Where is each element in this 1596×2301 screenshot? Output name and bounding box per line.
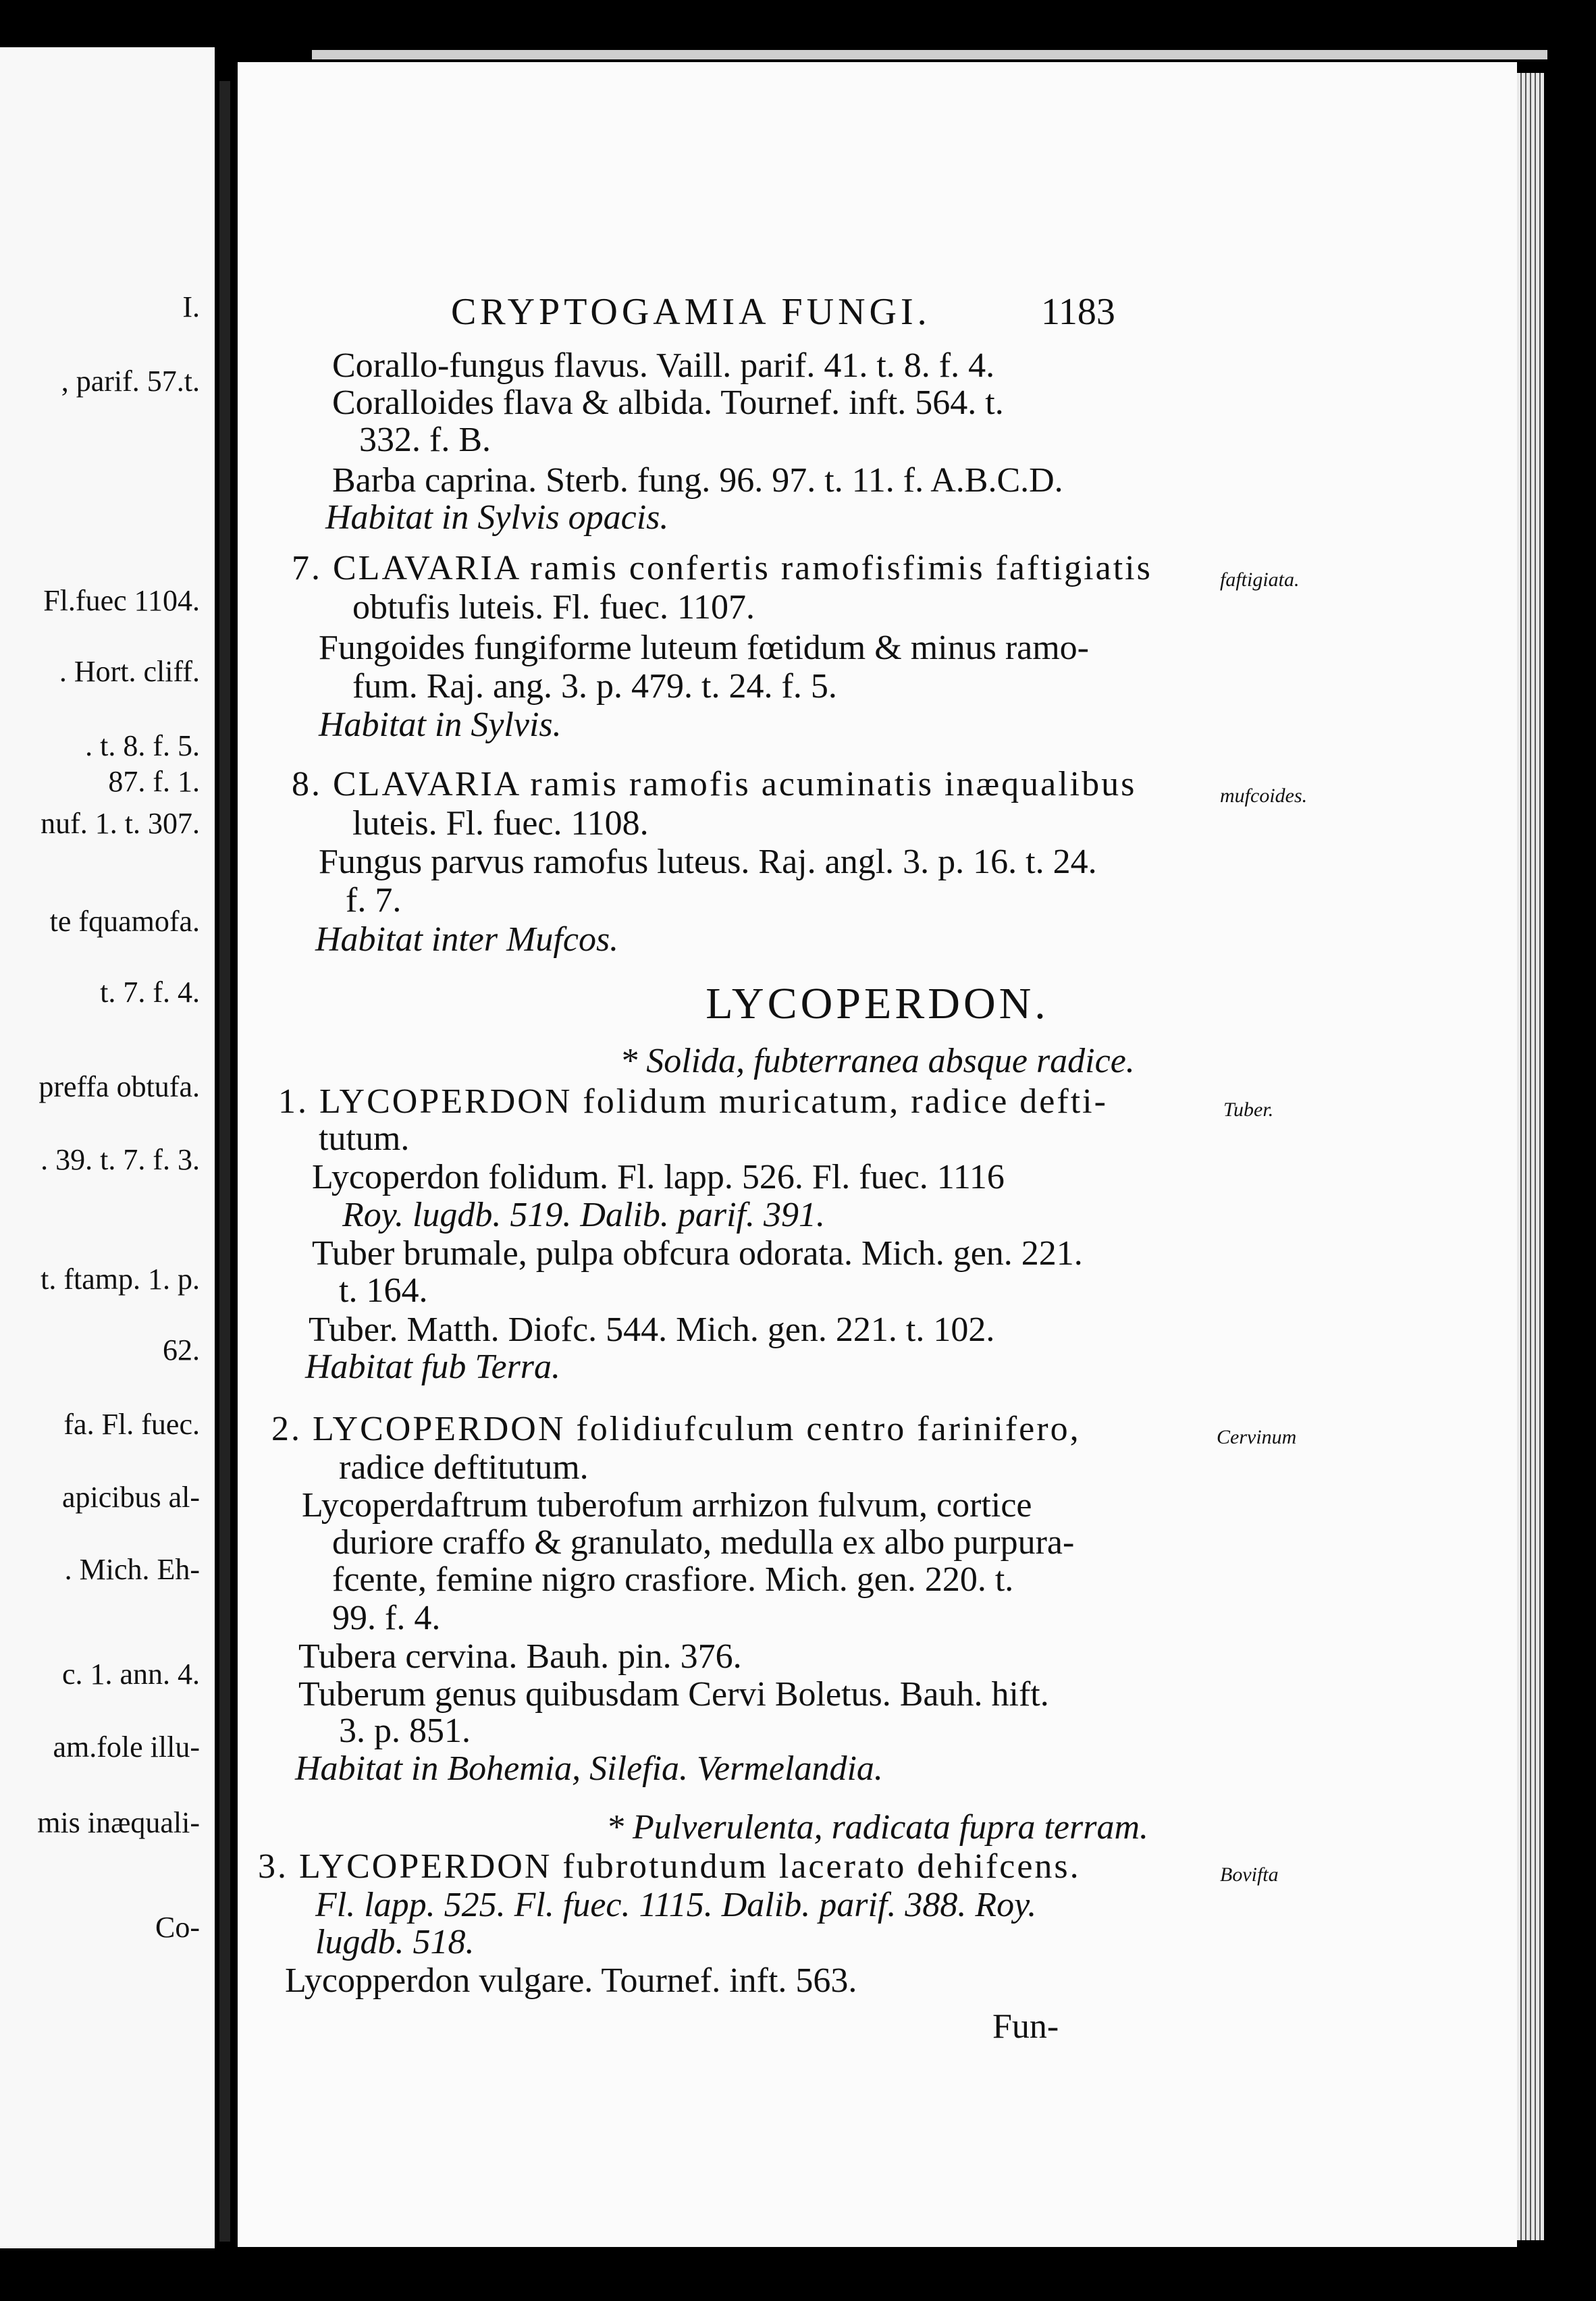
section-heading: * Solida, fubterranea absque radice. <box>620 1042 1135 1080</box>
left-page-fragment <box>0 47 215 2248</box>
trivial-name: Bovifta <box>1220 1863 1279 1886</box>
left-line: . 39. t. 7. f. 3. <box>41 1143 200 1176</box>
left-line: c. 1. ann. 4. <box>61 1658 200 1691</box>
habitat-line: Habitat inter Mufcos. <box>315 920 619 959</box>
text-line: Lycopperdon vulgare. Tournef. inft. 563. <box>285 1961 857 2000</box>
running-header <box>238 290 1517 344</box>
left-line: . Mich. Eh- <box>64 1553 200 1586</box>
text-line: Tubera cervina. Bauh. pin. 376. <box>298 1637 742 1676</box>
text-line: obtufis luteis. Fl. fuec. 1107. <box>352 588 755 627</box>
left-line: t. 7. f. 4. <box>100 976 200 1009</box>
left-line: 62. <box>163 1333 200 1367</box>
text-line: Fungoides fungiforme luteum fœtidum & minus ramo- <box>319 629 1089 667</box>
left-line: . t. 8. f. 5. <box>85 729 200 762</box>
text-line: radice deftitutum. <box>339 1448 589 1487</box>
text-line: Tuberum genus quibusdam Cervi Boletus. Bauh. hift. <box>298 1675 1049 1714</box>
species-entry: 8. CLAVARIA ramis ramofis acuminatis inæqualibus <box>292 765 1137 803</box>
text-line: tutum. <box>319 1119 410 1158</box>
left-line: apicibus al- <box>61 1481 200 1514</box>
text-line: Barba caprina. Sterb. fung. 96. 97. t. 11. f. A.B.C.D. <box>332 461 1063 500</box>
text-line: t. 164. <box>339 1271 428 1310</box>
text-line: Lycoperdaftrum tuberofum arrhizon fulvum, cortice <box>302 1486 1032 1525</box>
genus-heading: LYCOPERDON. <box>706 979 1049 1028</box>
text-line: Tuber brumale, pulpa obfcura odorata. Mich. gen. 221. <box>312 1234 1083 1273</box>
left-line: am.fole illu- <box>53 1730 200 1764</box>
text-line: duriore craffo & granulato, medulla ex albo purpura- <box>332 1523 1075 1562</box>
trivial-name: mufcoides. <box>1220 785 1308 807</box>
habitat-line: Habitat in Bohemia, Silefia. Vermelandia. <box>295 1749 883 1788</box>
text-line: lugdb. 518. <box>315 1923 475 1961</box>
text-line: Fungus parvus ramofus luteus. Raj. angl. 3. p. 16. t. 24. <box>319 843 1097 881</box>
page-stack-edge <box>1517 73 1544 2240</box>
habitat-line: Habitat in Sylvis. <box>319 706 562 744</box>
left-line: 87. f. 1. <box>108 765 200 798</box>
text-line: fum. Raj. ang. 3. p. 479. t. 24. f. 5. <box>352 667 837 706</box>
right-page <box>238 62 1517 2247</box>
species-entry: 3. LYCOPERDON fubrotundum lacerato dehifcens. <box>258 1847 1081 1886</box>
page-top-edge <box>312 50 1547 59</box>
left-line: Co- <box>155 1911 200 1944</box>
running-title: CRYPTOGAMIA FUNGI. <box>451 291 931 333</box>
left-line: mis inæquali- <box>37 1806 200 1839</box>
left-line: fa. Fl. fuec. <box>63 1408 200 1441</box>
text-line: luteis. Fl. fuec. 1108. <box>352 804 649 843</box>
text-line: f. 7. <box>346 881 402 920</box>
page-number: 1183 <box>1041 291 1115 333</box>
text-line: Fl. lapp. 525. Fl. fuec. 1115. Dalib. parif. 388. Roy. <box>315 1886 1037 1924</box>
left-line: Fl.fuec 1104. <box>43 584 200 617</box>
left-line: . Hort. cliff. <box>59 655 200 688</box>
left-line: , parif. 57.t. <box>61 365 200 398</box>
left-line: t. ftamp. 1. p. <box>41 1263 200 1296</box>
species-entry: 7. CLAVARIA ramis confertis ramofisfimis faftigiatis <box>292 549 1152 587</box>
text-line: Roy. lugdb. 519. Dalib. parif. 391. <box>342 1196 825 1234</box>
book-gutter <box>219 81 230 2242</box>
trivial-name: faftigiata. <box>1220 568 1300 591</box>
text-line: Tuber. Matth. Diofc. 544. Mich. gen. 221. t. 102. <box>309 1311 995 1349</box>
species-entry: 1. LYCOPERDON folidum muricatum, radice defti- <box>278 1082 1108 1121</box>
text-line: 332. f. B. <box>359 421 491 459</box>
catchword: Fun- <box>992 2007 1059 2046</box>
species-entry: 2. LYCOPERDON folidiufculum centro farinifero, <box>271 1410 1081 1448</box>
trivial-name: Tuber. <box>1223 1099 1274 1121</box>
habitat-line: Habitat in Sylvis opacis. <box>325 498 669 537</box>
text-line: Lycoperdon folidum. Fl. lapp. 526. Fl. fuec. 1116 <box>312 1158 1005 1196</box>
left-line: te fquamofa. <box>49 905 200 938</box>
text-line: fcente, femine nigro crasfiore. Mich. gen. 220. t. <box>332 1560 1014 1599</box>
left-line: preffa obtufa. <box>38 1070 200 1103</box>
trivial-name: Cervinum <box>1217 1426 1297 1448</box>
text-line: 3. p. 851. <box>339 1712 471 1750</box>
left-line: I. <box>182 290 200 323</box>
left-line: nuf. 1. t. 307. <box>41 807 200 840</box>
text-line: Coralloides flava & albida. Tournef. inft. 564. t. <box>332 384 1004 422</box>
text-line: Corallo-fungus flavus. Vaill. parif. 41. t. 8. f. 4. <box>332 346 995 385</box>
habitat-line: Habitat fub Terra. <box>305 1348 561 1386</box>
text-line: 99. f. 4. <box>332 1599 441 1637</box>
section-heading: * Pulverulenta, radicata fupra terram. <box>606 1808 1149 1847</box>
